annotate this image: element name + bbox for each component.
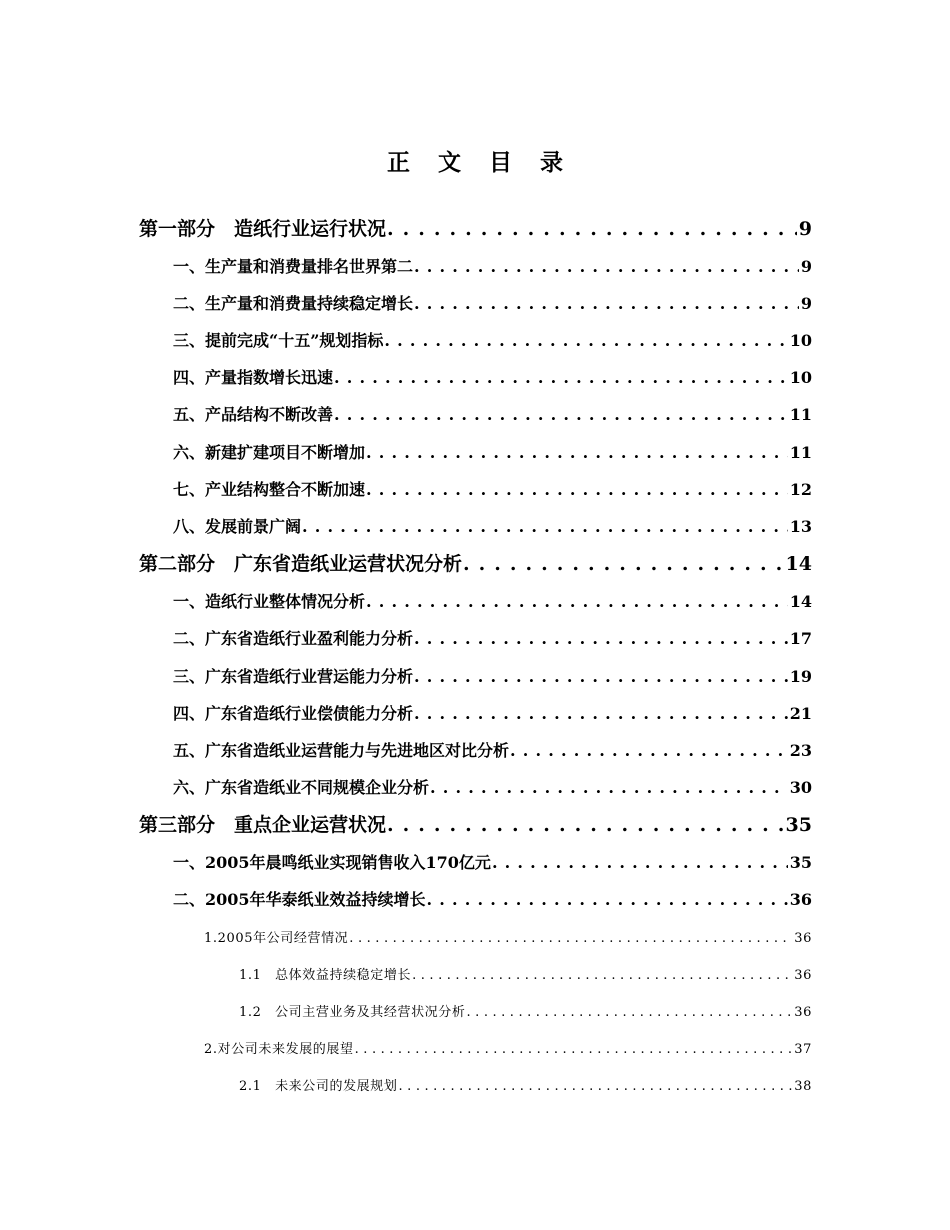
- toc-entry-section[interactable]: [173, 441, 812, 465]
- dot-leader: [463, 550, 784, 578]
- toc-entry-label: 1.2005年公司经营情况: [204, 931, 349, 946]
- toc-entry-page-number: 21: [789, 704, 812, 723]
- dot-leader: [398, 1077, 792, 1097]
- toc-entry-page-number: 17: [789, 629, 812, 648]
- dot-leader: [414, 665, 788, 689]
- toc-entry-section[interactable]: [173, 665, 812, 689]
- toc-entry-page-number: 13: [789, 517, 812, 536]
- toc-entry-page-number: 11: [789, 405, 812, 424]
- toc-entry-label: 三、提前完成“十五”规划指标: [173, 331, 384, 350]
- toc-entry-page-number: 38: [794, 1079, 812, 1094]
- toc-entry-page-number: 36: [794, 931, 812, 946]
- dot-leader: [302, 515, 788, 539]
- toc-entry-section[interactable]: [173, 329, 812, 353]
- toc-entry-page-number: 14: [789, 592, 812, 611]
- toc-entry-label: 一、造纸行业整体情况分析: [173, 592, 366, 611]
- dot-leader: [387, 811, 784, 839]
- dot-leader: [510, 739, 788, 763]
- toc-entry-label: 五、产品结构不断改善: [173, 405, 334, 424]
- toc-entry-subsection[interactable]: [204, 929, 812, 949]
- toc-entry-part-3[interactable]: [139, 811, 812, 839]
- dot-leader: [349, 929, 792, 949]
- toc-entry-section[interactable]: [173, 515, 812, 539]
- toc-entry-section[interactable]: [173, 292, 812, 316]
- toc-entry-label: 第三部分 重点企业运营状况: [139, 814, 387, 836]
- toc-entry-section[interactable]: [173, 888, 812, 912]
- toc-entry-label: 八、发展前景广阔: [173, 517, 302, 536]
- toc-entry-page-number: 37: [794, 1042, 812, 1057]
- toc-entry-label: 1.2 公司主营业务及其经营状况分析: [239, 1005, 466, 1020]
- toc-entry-label: 2.对公司未来发展的展望: [204, 1042, 354, 1057]
- toc-entry-label: 1.1 总体效益持续稳定增长: [239, 968, 412, 983]
- toc-entry-label: 2.1 未来公司的发展规划: [239, 1079, 398, 1094]
- dot-leader: [366, 478, 788, 502]
- dot-leader: [427, 888, 788, 912]
- toc-entry-section[interactable]: [173, 478, 812, 502]
- toc-entry-page-number: 10: [789, 368, 812, 387]
- toc-entry-section[interactable]: [173, 627, 812, 651]
- toc-entry-section[interactable]: [173, 255, 812, 279]
- dot-leader: [387, 215, 797, 243]
- toc-entry-part-1[interactable]: [139, 215, 812, 243]
- toc-entry-page-number: 11: [789, 443, 812, 462]
- toc-entry-label: 二、广东省造纸行业盈利能力分析: [173, 629, 414, 648]
- toc-entry-page-number: 9: [800, 257, 812, 276]
- toc-entry-page-number: 19: [789, 667, 812, 686]
- toc-entry-part-2[interactable]: [139, 550, 812, 578]
- toc-entry-label: 四、产量指数增长迅速: [173, 368, 334, 387]
- toc-entry-label: 二、生产量和消费量持续稳定增长: [173, 294, 414, 313]
- dot-leader: [430, 776, 788, 800]
- toc-entry-page-number: 23: [789, 741, 812, 760]
- toc-entry-page-number: 14: [785, 553, 812, 575]
- toc-entry-section[interactable]: [173, 739, 812, 763]
- dot-leader: [412, 966, 792, 986]
- toc-entry-label: 五、广东省造纸业运营能力与先进地区对比分析: [173, 741, 510, 760]
- toc-entry-page-number: 10: [789, 331, 812, 350]
- toc-entry-section[interactable]: [173, 851, 812, 875]
- dot-leader: [466, 1003, 792, 1023]
- page-title: 正文目录: [387, 149, 591, 176]
- dot-leader: [334, 403, 788, 427]
- dot-leader: [492, 851, 788, 875]
- toc-entry-page-number: 36: [789, 890, 812, 909]
- dot-leader: [384, 329, 787, 353]
- dot-leader: [366, 590, 788, 614]
- toc-entry-page-number: 35: [789, 853, 812, 872]
- dot-leader: [414, 702, 788, 726]
- toc-entry-label: 二、2005年华泰纸业效益持续增长: [173, 890, 426, 909]
- toc-entry-page-number: 9: [798, 218, 812, 240]
- toc-entry-label: 一、生产量和消费量排名世界第二: [173, 257, 414, 276]
- toc-entry-page-number: 35: [785, 814, 812, 836]
- toc-entry-page-number: 9: [800, 294, 812, 313]
- toc-entry-sub-subsection[interactable]: [239, 966, 812, 986]
- toc-entry-page-number: 12: [789, 480, 812, 499]
- toc-entry-section[interactable]: [173, 776, 812, 800]
- toc-entry-section[interactable]: [173, 590, 812, 614]
- toc-entry-page-number: 36: [794, 968, 812, 983]
- toc-entry-label: 第二部分 广东省造纸业运营状况分析: [139, 553, 463, 575]
- toc-entry-page-number: 30: [789, 778, 812, 797]
- toc-entry-label: 六、广东省造纸业不同规模企业分析: [173, 778, 430, 797]
- toc-entry-label: 七、产业结构整合不断加速: [173, 480, 366, 499]
- toc-entry-subsection[interactable]: [204, 1040, 812, 1060]
- toc-entry-section[interactable]: [173, 366, 812, 390]
- toc-entry-section[interactable]: [173, 403, 812, 427]
- toc-entry-section[interactable]: [173, 702, 812, 726]
- dot-leader: [414, 255, 799, 279]
- toc-entry-label: 六、新建扩建项目不断增加: [173, 443, 366, 462]
- toc-entry-sub-subsection[interactable]: [239, 1003, 812, 1023]
- dot-leader: [414, 627, 788, 651]
- toc-entry-label: 第一部分 造纸行业运行状况: [139, 218, 387, 240]
- dot-leader: [366, 441, 788, 465]
- toc-entry-label: 四、广东省造纸行业偿债能力分析: [173, 704, 414, 723]
- dot-leader: [355, 1040, 793, 1060]
- toc-entry-sub-subsection[interactable]: [239, 1077, 812, 1097]
- dot-leader: [414, 292, 799, 316]
- toc-entry-page-number: 36: [794, 1005, 812, 1020]
- toc-entry-label: 三、广东省造纸行业营运能力分析: [173, 667, 414, 686]
- toc-entry-label: 一、2005年晨鸣纸业实现销售收入170亿元: [173, 853, 491, 872]
- dot-leader: [334, 366, 788, 390]
